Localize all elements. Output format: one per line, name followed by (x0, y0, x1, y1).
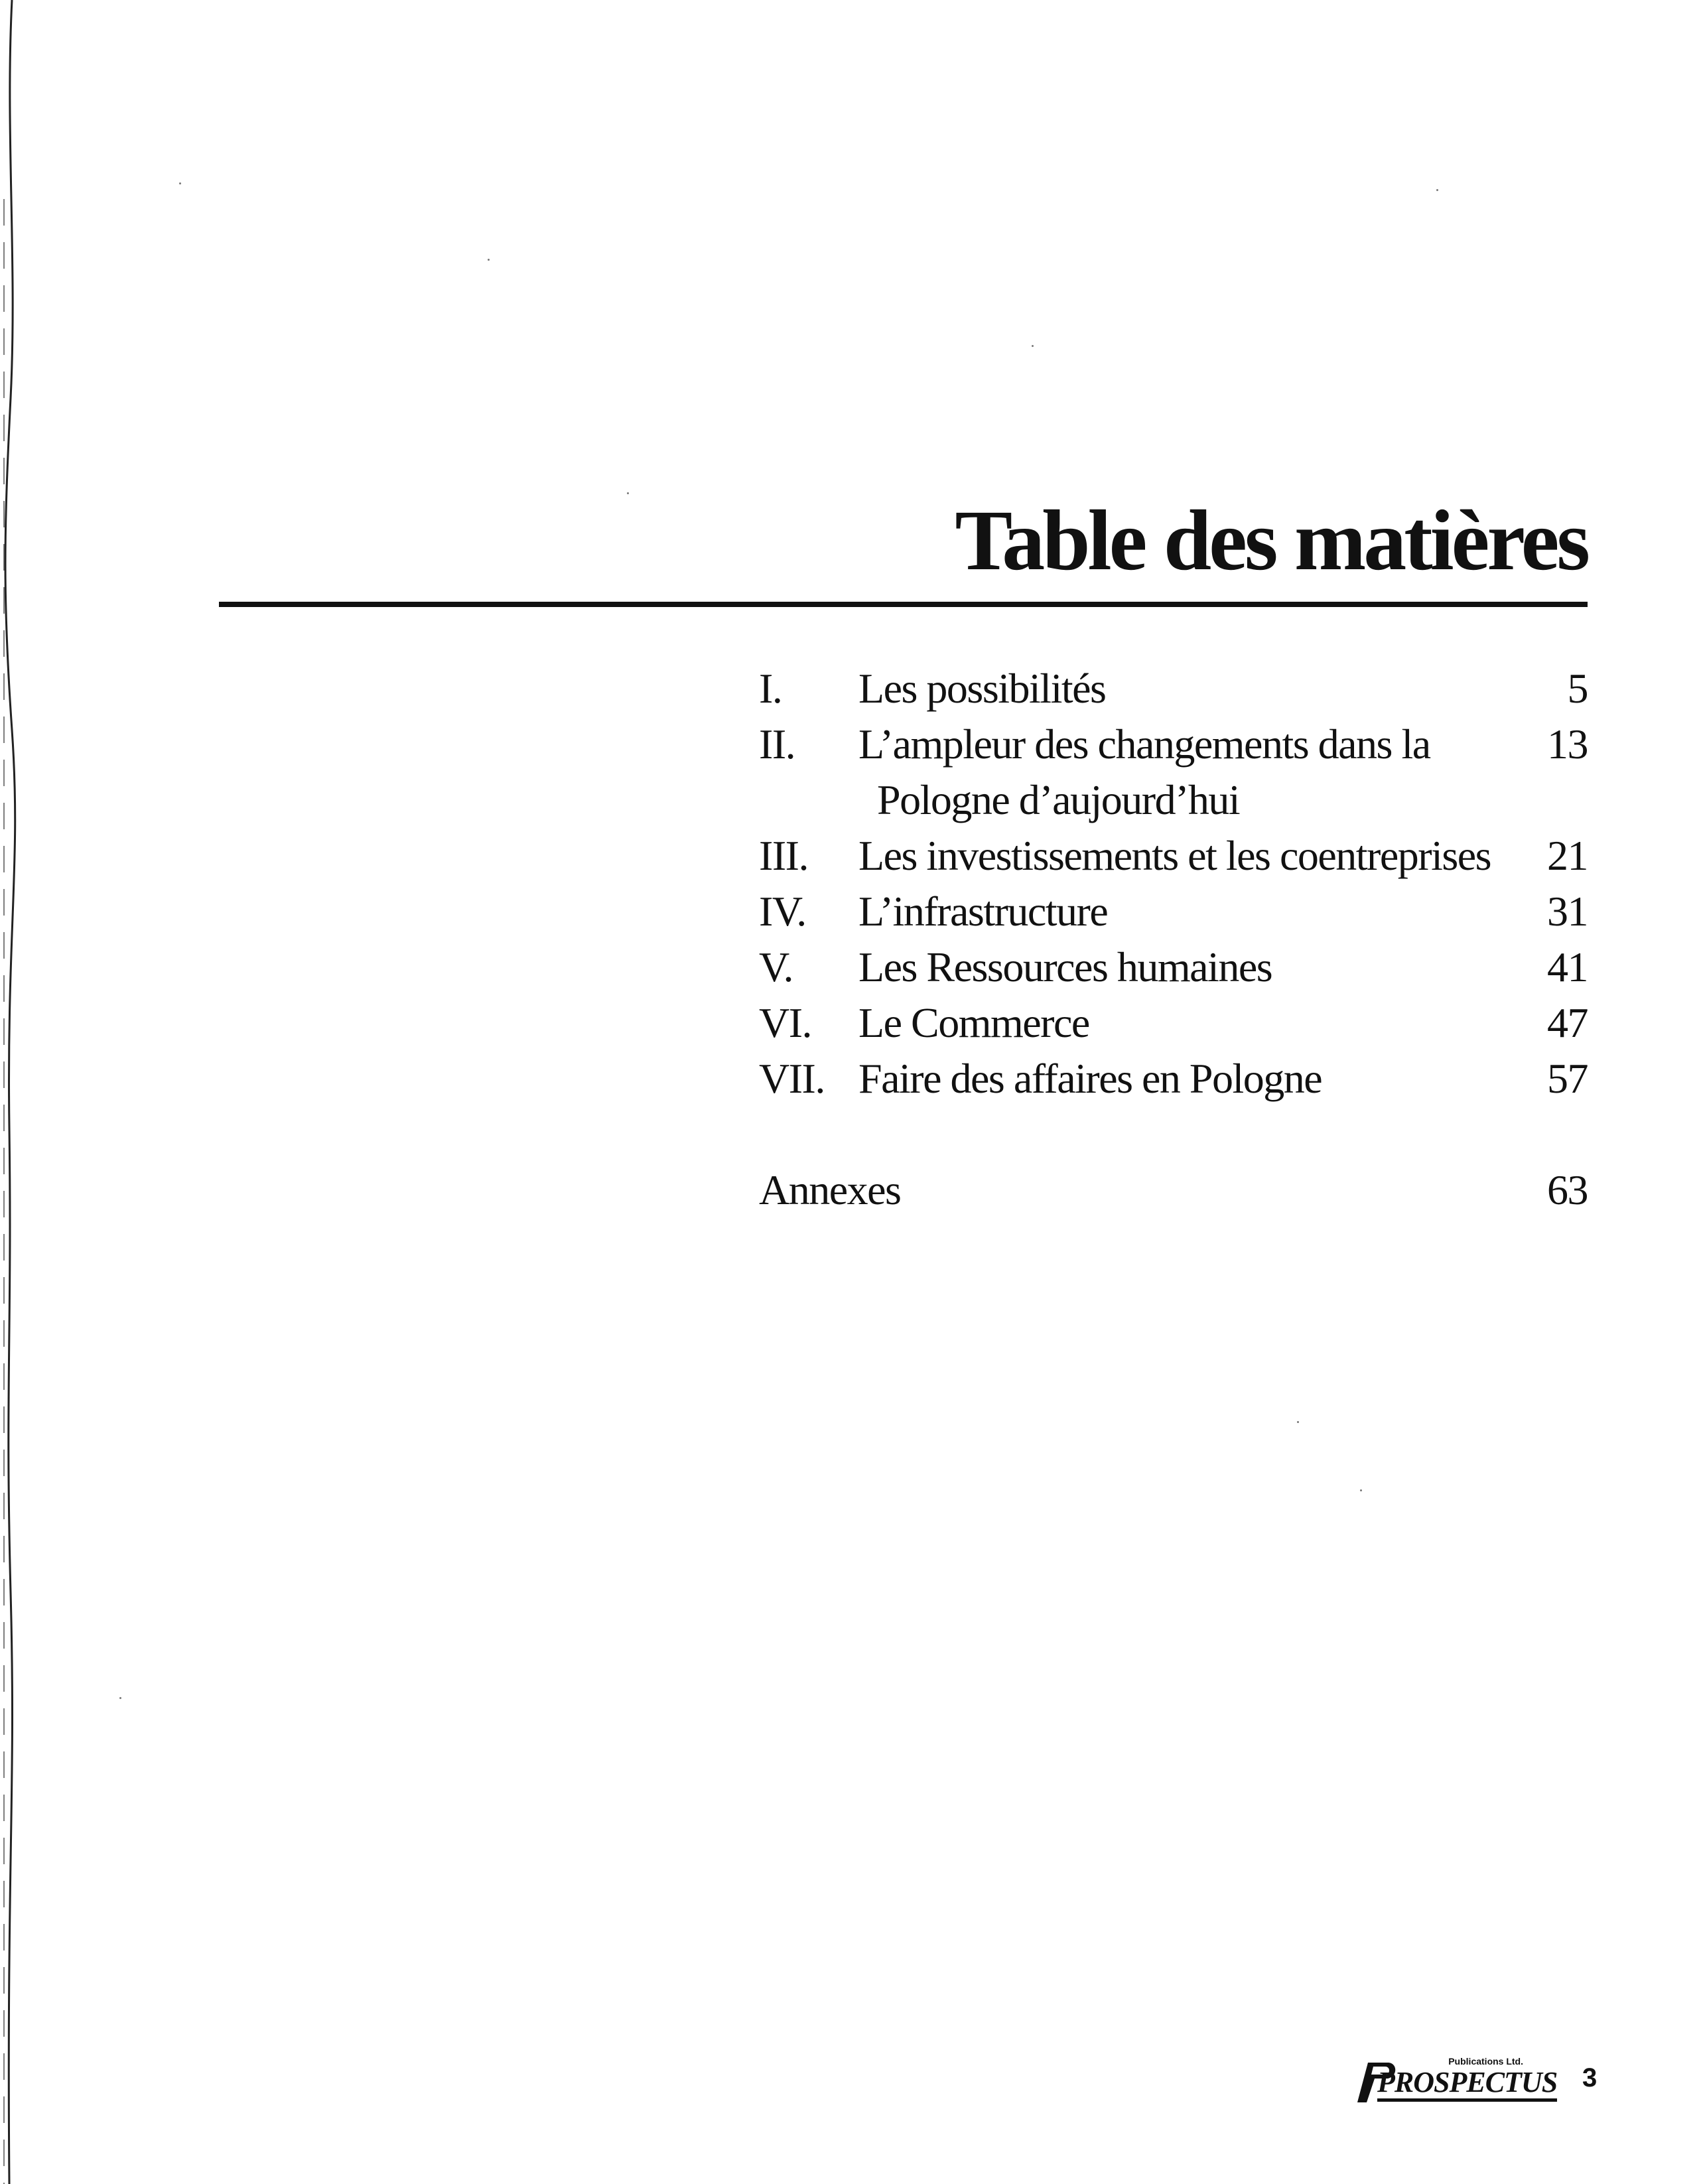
toc-entry-title: L’infrastructure (858, 888, 1108, 935)
publisher-small-text: Publications Ltd. (1448, 2056, 1523, 2067)
scan-speck (179, 182, 181, 184)
page-number: 3 (1582, 2063, 1598, 2092)
scan-speck (1360, 1489, 1362, 1491)
toc-annexes-page: 63 (1547, 1166, 1588, 1213)
toc-entry-title: Les possibilités (858, 665, 1106, 712)
toc-entry-title: Faire des affaires en Pologne (858, 1055, 1322, 1102)
toc-annexes-entry[interactable] (759, 1162, 1588, 1218)
publisher-wordmark: PROSPECTUS (1377, 2068, 1557, 2102)
toc-entry-number: II. (759, 720, 795, 768)
toc-entry-number: IV. (759, 888, 806, 935)
toc-entry-number: V. (759, 943, 793, 990)
scan-speck (119, 1697, 121, 1699)
scan-speck (1032, 345, 1034, 347)
toc-entry[interactable] (759, 939, 1588, 995)
toc-entry-title: Les investissements et les coentreprises (858, 832, 1491, 879)
toc-entry-page: 5 (1567, 665, 1588, 712)
toc-entry-title (858, 717, 1501, 828)
toc-entry[interactable] (759, 661, 1588, 717)
binding-edge (0, 0, 23, 2184)
toc-entry-page: 31 (1547, 888, 1588, 935)
toc-entry-page: 13 (1547, 720, 1588, 768)
toc-entry-page: 41 (1547, 943, 1588, 990)
toc-entry-number: VI. (759, 999, 812, 1046)
toc-entry-title-continuation: Pologne d’aujourd’hui (877, 776, 1240, 823)
toc-entry[interactable] (759, 717, 1588, 828)
toc-entry-title-line: L’ampleur des changements dans la (858, 720, 1430, 768)
toc-entry-page: 47 (1547, 999, 1588, 1046)
toc-entry-number: III. (759, 832, 808, 879)
toc-entry-page: 57 (1547, 1055, 1588, 1102)
title-rule (219, 602, 1588, 607)
publisher-logo (1353, 2053, 1558, 2106)
scan-speck (488, 259, 490, 261)
page-title: Table des matières (955, 493, 1588, 588)
toc-entry-number: I. (759, 665, 782, 712)
scan-speck (1297, 1421, 1299, 1423)
table-of-contents (759, 661, 1588, 1107)
toc-entry[interactable] (759, 828, 1588, 884)
toc-entry-title: Le Commerce (858, 999, 1089, 1046)
scan-speck (1436, 189, 1438, 191)
toc-entry[interactable] (759, 995, 1588, 1051)
toc-entry[interactable] (759, 884, 1588, 939)
toc-entry-number: VII. (759, 1055, 825, 1102)
toc-entry-page: 21 (1547, 832, 1588, 879)
toc-entry-title: Les Ressources humaines (858, 943, 1272, 990)
toc-annexes-title: Annexes (759, 1166, 901, 1213)
scan-speck (627, 492, 629, 494)
toc-entry[interactable] (759, 1051, 1588, 1107)
